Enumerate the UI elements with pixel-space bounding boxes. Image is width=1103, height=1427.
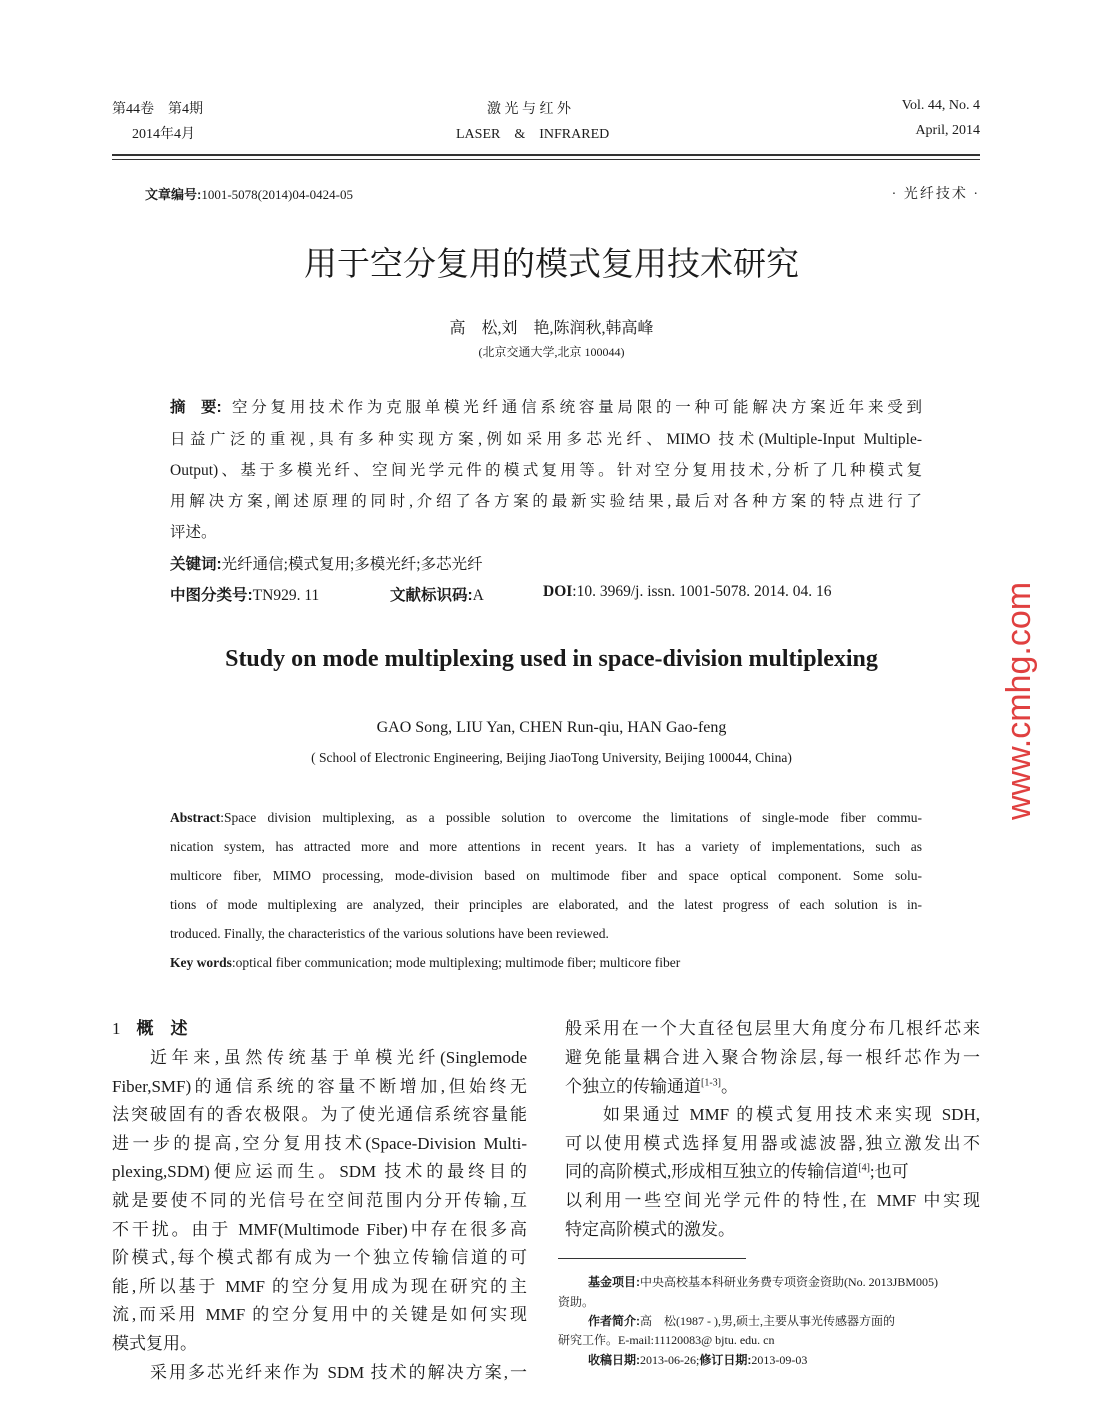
body-line: 流,而采用 MMF 的空分复用中的关键是如何实现 xyxy=(112,1305,527,1324)
body-line: 法突破固有的香农极限。为了使光通信系统容量能 xyxy=(112,1105,527,1124)
abstract-cn-line: Output)、基于多模光纤、空间光学元件的模式复用等。针对空分复用技术,分析了几种模式复 xyxy=(170,462,922,479)
abstract-cn-line: 日益广泛的重视,具有多种实现方案,例如采用多芯光纤、MIMO 技术(Multiple-Input Multiple- xyxy=(170,431,922,448)
abstract-cn-line: 评述。 xyxy=(170,524,217,541)
footnote-rule xyxy=(558,1258,746,1259)
header-rule-thin xyxy=(112,159,980,160)
watermark: www.cmhg.com xyxy=(1000,581,1038,820)
body-line: 近年来,虽然传统基于单模光纤(Singlemode xyxy=(150,1048,527,1067)
body-line: 般采用在一个大直径包层里大角度分布几根纤芯来 xyxy=(565,1019,980,1038)
issue-date-cn: 2014年4月 xyxy=(132,127,195,142)
column-label: · 光纤技术 · xyxy=(891,187,980,202)
section-heading: 1 概 述 xyxy=(112,1019,188,1038)
footnote-dates: 收稿日期:2013-06-26;修订日期:2013-09-03 xyxy=(588,1353,808,1367)
body-line: 以利用一些空间光学元件的特性,在 MMF 中实现 xyxy=(565,1191,980,1210)
authors-en: GAO Song, LIU Yan, CHEN Run-qiu, HAN Gao-feng xyxy=(376,719,727,736)
body-line: 进一步的提高,空分复用技术(Space-Division Multi- xyxy=(112,1134,527,1153)
body-line: 能,所以基于 MMF 的空分复用成为现在研究的主 xyxy=(112,1277,527,1296)
journal-name-en: LASER & INFRARED xyxy=(456,127,610,142)
abstract-cn-line: 空分复用技术作为克服单模光纤通信系统容量局限的一种可能解决方案近年来受到 xyxy=(232,399,922,416)
article-number: 文章编号:1001-5078(2014)04-0424-05 xyxy=(145,187,353,202)
keywords-en: Key words:optical fiber communication; mode multiplexing; multimode fiber; multicore fiber xyxy=(170,955,681,970)
title-cn: 用于空分复用的模式复用技术研究 xyxy=(304,247,799,283)
abstract-en-line: nication system, has attracted more and more attentions in recent years. It has a variety of implementations, such as xyxy=(170,839,922,854)
abstract-en-line: multicore fiber, MIMO processing, mode-division based on multimode fiber and space optical component. Some solu- xyxy=(170,868,922,883)
citation[interactable]: [1-3] xyxy=(701,1077,721,1089)
title-en: Study on mode multiplexing used in space-division multiplexing xyxy=(225,646,878,672)
body-line: 就是要使不同的光信号在空间范围内分开传输,互 xyxy=(112,1191,527,1210)
footnote-fund: 基金项目:中央高校基本科研业务费专项资金资助(No. 2013JBM005) xyxy=(588,1275,939,1289)
authors-cn: 高 松,刘 艳,陈润秋,韩高峰 xyxy=(449,320,654,337)
body-line: 避免能量耦合进入聚合物涂层,每一根纤芯作为一 xyxy=(565,1048,980,1067)
footnote-fund-cont: 资助。 xyxy=(558,1295,595,1309)
abstract-cn-line: 用解决方案,阐述原理的同时,介绍了各方案的最新实验结果,最后对各种方案的特点进行了 xyxy=(170,493,922,510)
body-line: 不干扰。由于 MMF(Multimode Fiber)中存在很多高 xyxy=(112,1220,527,1239)
document-code: 文献标识码:A xyxy=(390,587,484,604)
date-en: April, 2014 xyxy=(915,123,980,138)
affiliation-cn: (北京交通大学,北京 100044) xyxy=(478,345,625,359)
body-line: 采用多芯光纤来作为 SDM 技术的解决方案,一 xyxy=(150,1363,527,1382)
body-line: Fiber,SMF)的通信系统的容量不断增加,但始终无 xyxy=(112,1077,527,1096)
body-line: plexing,SDM)便应运而生。SDM 技术的最终目的 xyxy=(112,1162,527,1181)
abstract-en-line: Abstract:Space division multiplexing, as a possible solution to overcome the limitations of single-mode fiber commu- xyxy=(170,810,922,825)
citation[interactable]: [4] xyxy=(858,1162,870,1174)
body-line: 同的高阶模式,形成相互独立的传输信道[4];也可 xyxy=(565,1162,909,1181)
footnote-bio: 作者简介:高 松(1987 - ),男,硕士,主要从事光传感器方面的 xyxy=(588,1314,895,1328)
body-line: 如果通过 MMF 的模式复用技术来实现 SDH, xyxy=(603,1105,980,1124)
abstract-cn-label: 摘 要: xyxy=(170,399,222,416)
affiliation-en: ( School of Electronic Engineering, Beijing JiaoTong University, Beijing 100044, China) xyxy=(311,750,792,765)
footnote-bio-cont: 研究工作。E-mail:11120083@ bjtu. edu. cn xyxy=(558,1333,775,1347)
body-line: 阶模式,每个模式都有成为一个独立传输信道的可 xyxy=(112,1248,527,1267)
volume-issue: 第44卷 第4期 xyxy=(112,102,203,117)
clc-number: 中图分类号:TN929. 11 xyxy=(170,587,320,604)
abstract-en-line: troduced. Finally, the characteristics of the various solutions have been reviewed. xyxy=(170,926,609,941)
body-line: 可以使用模式选择复用器或滤波器,独立激发出不 xyxy=(565,1134,980,1153)
volume-en: Vol. 44, No. 4 xyxy=(901,98,980,113)
doi: DOI:10. 3969/j. issn. 1001-5078. 2014. 04. 16 xyxy=(543,583,832,600)
body-line: 特定高阶模式的激发。 xyxy=(565,1220,735,1239)
body-line: 模式复用。 xyxy=(112,1334,197,1353)
keywords-cn: 关键词:光纤通信;模式复用;多模光纤;多芯光纤 xyxy=(170,556,483,573)
abstract-en-line: tions of mode multiplexing are analyzed, their principles are elaborated, and the latest progress of each solution is in- xyxy=(170,897,922,912)
journal-name-cn: 激 光 与 红 外 xyxy=(487,102,571,117)
body-line: 个独立的传输通道[1-3]。 xyxy=(565,1077,738,1096)
header-rule xyxy=(112,154,980,156)
